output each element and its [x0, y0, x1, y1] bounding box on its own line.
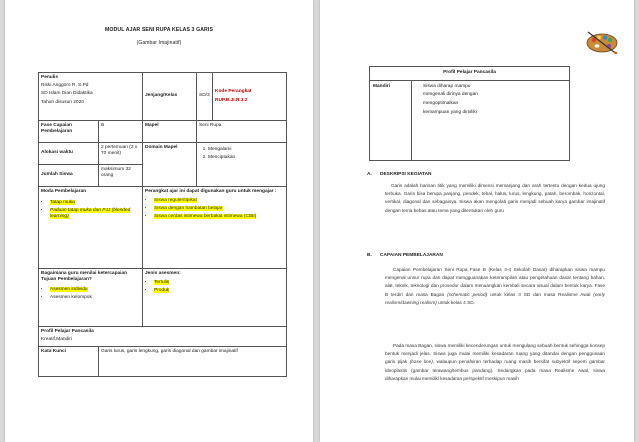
kode-cell — [213, 73, 287, 121]
profil-pancasila-table — [369, 66, 570, 161]
fase-value: B — [99, 121, 143, 143]
section-a-text: Garis adalah barisan titik yang memiliki dimensi memanjang dan arah tertentu dengan kedua ujung terbuka. Garis bisa berupa panjang, pendek, tebal, halus, lurus, lengkung, patah, berombak, horizontal, vertikal, diagonal dan sebagainya. Siswa akan mengolah garis menjadi sebuah karya gambar imajinatif dengan tema bebas atau tema yang ditentukan oleh guru — [385, 183, 605, 213]
table-row — [39, 143, 287, 165]
alokasi-value: 2 pertemuan (2 x 70 menit) — [99, 143, 143, 165]
section-b-heading — [367, 253, 443, 258]
kode-value: RUP.B.JI.R.3.2 — [215, 97, 248, 103]
section-a-heading — [367, 172, 432, 177]
list-item: • Produk — [154, 288, 284, 294]
section-a-letter: A. — [367, 172, 372, 177]
mandiri-text: Siswa diharap mampu mengenali dirinya dengan mengoptimalkan kemampuan yang dimiliki — [423, 83, 478, 116]
module-subtitle: (Gambar Imajinatif) — [136, 40, 182, 46]
table-row — [370, 67, 570, 81]
mapel-value: Seni Rupa — [197, 121, 287, 143]
section-b-paragraph-1: Capaian Pembelajaran Seni Rupa Fase B (Kelas 3-4 Sekolah Dasar) diharapkan siswa mampu mengenal unsur rupa dan dapat mengguanakan keterampilan atau pengetahuan dasar tentang bahan, alat, teknik, teknologi dan prosedur dalam menuangkan kembali secara visual dalam bentuk karya. Fase B terdiri dari masa Bagan (schematic period) untuk kelas 3 SD dan masa Realisme Awal (early realism/dawning realism) untuk kelas 4 SD. — [385, 267, 605, 305]
bagaimana-label: Bagaimana guru menilai ketercapaian Tujuan Pembelajaran? — [41, 270, 128, 282]
table-row — [370, 81, 570, 161]
list-item: • Siswa cerdas istimewa berbakat istimewa (CIBI) — [154, 214, 284, 220]
alokasi-label: Alokasi waktu — [39, 143, 99, 165]
penulis-line: Tahun disusun 2020 — [41, 99, 84, 105]
table-row — [39, 327, 287, 347]
list-item: • Tertulis — [154, 280, 284, 286]
list-item: 1. Mengalami — [208, 147, 284, 153]
list-item: • Tatap muka — [50, 200, 140, 206]
jenis-label: Jenis asesmen: — [145, 270, 181, 276]
list-item: • Paduan tatap muka dan PJJ (blended learning) — [50, 208, 140, 221]
penulis-cell — [39, 73, 143, 121]
penulis-line: Riski Anggoro R, S.Pd — [41, 82, 89, 88]
profil-value: Kreatif,Mandiri — [41, 336, 72, 342]
domain-list — [199, 147, 284, 162]
kata-label: Kata Kunci — [39, 347, 99, 377]
jenjang-label-cell — [143, 73, 197, 121]
mandiri-label: Mandiri — [370, 81, 412, 161]
profil-head: Profil Pelajar Pancasila — [370, 67, 570, 81]
module-title: MODUL AJAR SENI RUPA KELAS 3 GARIS — [104, 27, 214, 33]
table-row — [39, 269, 287, 327]
jenjang-label: Jenjang/Kelas — [145, 93, 178, 99]
list-item: • Asesmen kelompok — [50, 295, 140, 301]
bagaimana-list — [41, 287, 140, 301]
section-b-paragraph-2: Pada masa Bagan, siswa memiliki kecenderungan untuk mengulang sebuah bentuk sehingga konsep bentuk menjadi jelas. Siswa juga mulai memiliki kesadaran ruang yang ditandai dengan penggunaan garis pijak (base line), walaupun penafsiran terhadap ruang masih bersifat subyektif seperti gambar ideoplastis (gambar terawang/tembus pandang). Sedangkan pada masa Realisme Awal, siswa diharapkan mulai memiliki kesadaran perspektif meskipun masih — [385, 343, 605, 381]
penulis-line: SD Islam Dian Didaktika — [41, 91, 93, 97]
module-info-table — [38, 72, 287, 377]
mandiri-cell — [412, 81, 570, 161]
perangkat-cell — [143, 187, 287, 269]
fase-label: Fase Capaian Pembelajaran — [39, 121, 99, 143]
profil-cell — [39, 327, 287, 347]
moda-cell — [39, 187, 143, 269]
moda-label: Moda Pembelajaran — [41, 188, 87, 194]
table-row — [39, 121, 287, 143]
perangkat-label: Perangkat ajar ini dapat digunakan guru untuk mengajar : — [145, 188, 277, 194]
jumlah-value: maksimum 32 orang — [99, 165, 143, 187]
list-item: • Asesmen individu — [50, 287, 140, 293]
list-item: • Siswa reguler/tipikal — [154, 198, 284, 204]
jenjang-value-cell — [197, 73, 213, 121]
domain-label: Domain Mapel — [143, 143, 197, 187]
profil-label: Profil Pelajar Pancasila — [41, 328, 94, 334]
kata-value: Garis lurus, garis lengkung, garis diagonal dan gambar imajinatif — [99, 347, 287, 377]
domain-cell — [197, 143, 287, 187]
penulis-label: Penulis — [41, 74, 59, 80]
document-page-left — [5, 0, 313, 442]
table-row — [39, 347, 287, 377]
table-row — [39, 187, 287, 269]
perangkat-list — [145, 198, 284, 220]
jenjang-value: SD/3 — [199, 93, 210, 99]
moda-list — [41, 200, 140, 221]
document-page-right — [320, 0, 634, 442]
bagaimana-cell — [39, 269, 143, 327]
section-b-title: CAPAIAN PEMBELAJARAN — [380, 253, 443, 258]
jenis-cell — [143, 269, 287, 327]
art-palette-logo — [584, 30, 620, 54]
section-b-letter: B. — [367, 253, 372, 258]
mapel-label: Mapel — [143, 121, 197, 143]
table-row — [39, 73, 287, 121]
list-item: 2. Menciptakan — [208, 155, 284, 161]
jenis-list — [145, 280, 284, 294]
list-item: • Siswa dengan hambatan belajar — [154, 206, 284, 212]
jumlah-label: Jumlah Siswa — [39, 165, 99, 187]
section-a-title: DESKRIPSI KEGIATAN — [380, 172, 432, 177]
kode-label: Kode Perangkat — [215, 89, 252, 95]
